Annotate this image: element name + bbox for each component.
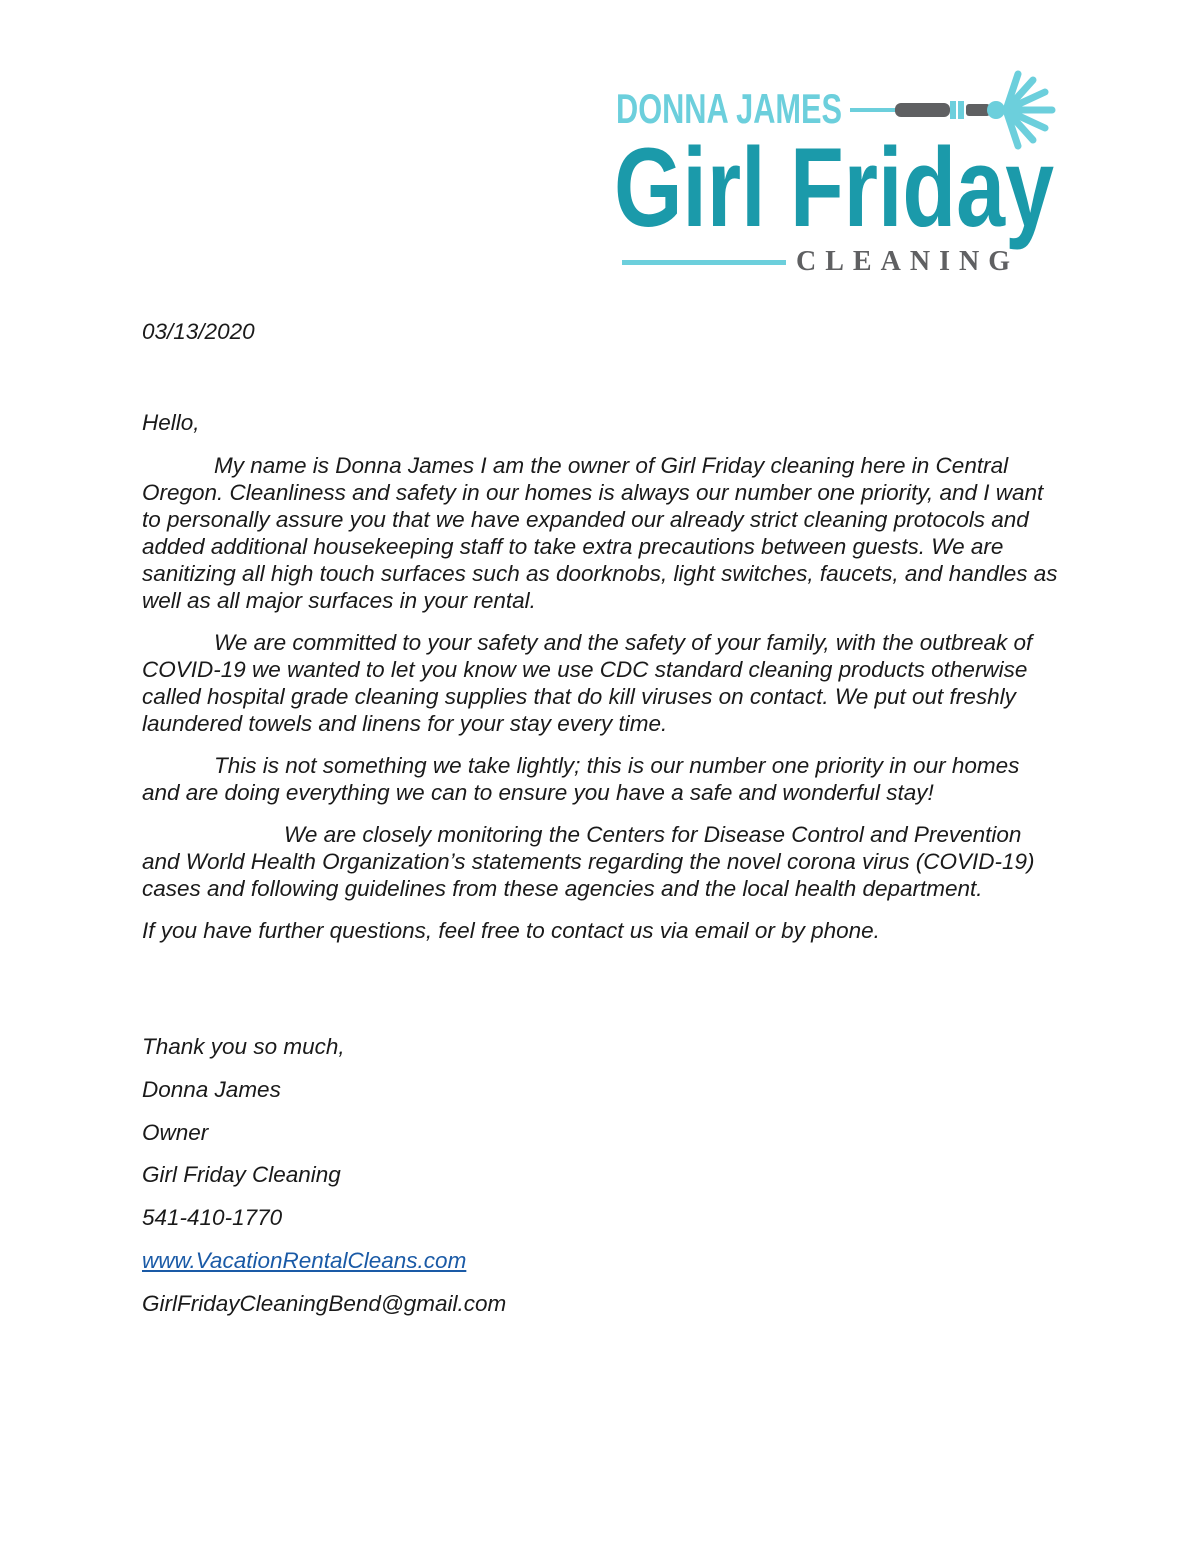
- paragraph-monitoring: We are closely monitoring the Centers for Disease Control and Prevention and World Health Organization’s statements regarding the novel corona virus (COVID-19) cases and following guidelines from these agencies and the local health department.: [142, 822, 1035, 901]
- website-link[interactable]: www.VacationRentalCleans.com: [142, 1248, 467, 1273]
- paragraph-commitment: We are committed to your safety and the safety of your family, with the outbreak of COVID-19 we wanted to let you know we use CDC standard cleaning products otherwise called hospital grade cleaning supplies that do kill viruses on contact. We put out freshly laundered towels and linens for your stay every time.: [142, 630, 1033, 736]
- company-logo: [612, 66, 1064, 278]
- signature-company: Girl Friday Cleaning: [142, 1162, 341, 1187]
- signature-name: Donna James: [142, 1077, 281, 1102]
- paragraph-priority: This is not something we take lightly; this is our number one priority in our homes and are doing everything we can to ensure you have a safe and wonderful stay!: [142, 753, 1020, 805]
- signature-phone: 541-410-1770: [142, 1205, 283, 1230]
- logo-top-text: DONNA JAMES: [616, 85, 842, 132]
- logo-underline: [622, 260, 786, 265]
- letter-date: 03/13/2020: [142, 319, 255, 344]
- letter-closing: Thank you so much,: [142, 1034, 345, 1059]
- letter-greeting: Hello,: [142, 410, 200, 435]
- logo-main-text: Girl Friday: [614, 125, 1054, 250]
- logo-sub-text: CLEANING: [796, 246, 1010, 277]
- signature-email: GirlFridayCleaningBend@gmail.com: [142, 1291, 507, 1316]
- letter-body: [142, 452, 1062, 959]
- paragraph-contact: If you have further questions, feel free to contact us via email or by phone.: [142, 918, 880, 943]
- signature-title: Owner: [142, 1120, 209, 1145]
- paragraph-intro: My name is Donna James I am the owner of Girl Friday cleaning here in Central Oregon. Cleanliness and safety in our homes is always our number one priority, and I want to personally assure you that we have expanded our already strict cleaning protocols and added additional housekeeping staff to take extra precautions between guests. We are sanitizing all high touch surfaces such as doorknobs, light switches, faucets, and handles as well as all major surfaces in your rental.: [142, 453, 1058, 613]
